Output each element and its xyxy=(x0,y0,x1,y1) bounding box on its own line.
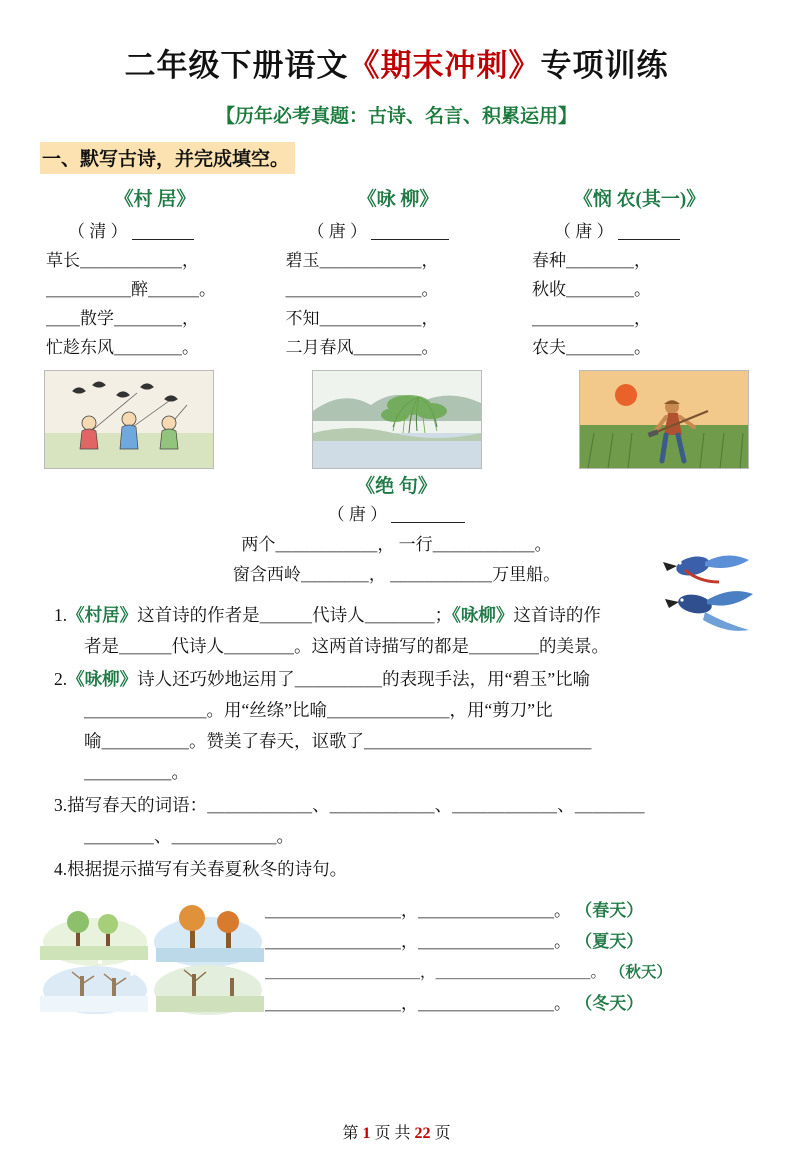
poem-line: ＿＿＿＿＿＿， xyxy=(532,309,651,328)
poem-line: 两个＿＿＿＿＿＿， 一行＿＿＿＿＿＿。 xyxy=(241,535,552,554)
q1-text-b: 这首诗的作者是＿＿＿代诗人＿＿＿＿； xyxy=(137,605,453,625)
poem-line: ＿＿散学＿＿＿＿， xyxy=(46,309,199,328)
season-answer-lines xyxy=(265,889,753,1019)
q3-text-a: 描写春天的词语：＿＿＿＿＿＿、＿＿＿＿＿＿、＿＿＿＿＿＿、＿＿＿＿ xyxy=(67,795,645,815)
q2-line4: ＿＿＿＿＿。 xyxy=(84,762,189,782)
poem-title-jueju: 《绝 句》 xyxy=(356,476,437,497)
poem-line: 二月春风＿＿＿＿。 xyxy=(285,338,439,357)
four-seasons-illustration xyxy=(40,889,265,1019)
poem-line: 草长＿＿＿＿＿＿， xyxy=(46,251,199,270)
poem-columns xyxy=(40,184,753,362)
seasons-block xyxy=(40,889,753,1019)
season-blank[interactable]: ＿＿＿＿＿＿＿＿，＿＿＿＿＿＿＿＿。 xyxy=(265,901,571,920)
q4-text-a: 根据提示描写有关春夏秋冬的诗句。 xyxy=(67,859,348,879)
poem-line: 春种＿＿＿＿， xyxy=(532,251,651,270)
poem-title-cunju: 《村 居》 xyxy=(114,189,196,210)
footer-b: 页 共 xyxy=(374,1125,411,1142)
q2-poem-a: 《咏柳》 xyxy=(67,669,138,689)
illustration-willow-lake xyxy=(312,370,482,469)
poem-line: 窗含西岭＿＿＿＿， ＿＿＿＿＿＿万里船。 xyxy=(232,565,561,584)
footer-a: 第 xyxy=(342,1125,359,1142)
footer-c: 页 xyxy=(434,1125,451,1142)
q2-line2: ＿＿＿＿＿＿＿。用“丝绦”比喻＿＿＿＿＿＿＿，用“剪刀”比 xyxy=(84,700,553,720)
dynasty-text: （ 唐 ） xyxy=(554,222,614,241)
illustration-farmer-hoeing xyxy=(579,370,749,469)
q1-poem-c: 《咏柳》 xyxy=(452,605,514,625)
q1-poem-a: 《村居》 xyxy=(67,605,138,625)
poem-line: 忙趁东风＿＿＿＿。 xyxy=(46,338,199,357)
title-part-1: 二年级下册语文 xyxy=(124,48,349,83)
section-heading-1: 一、默写古诗，并完成填空。 xyxy=(40,142,295,174)
poem-title-minnong: 《悯 农(其一)》 xyxy=(573,189,706,210)
q1-number: 1. xyxy=(54,605,68,625)
season-tag-summer: （夏天） xyxy=(575,932,644,951)
illustration-kite-flying xyxy=(44,370,214,469)
season-blank[interactable]: ＿＿＿＿＿＿＿＿，＿＿＿＿＿＿＿＿。 xyxy=(265,932,571,951)
poem-dynasty-yongliu xyxy=(286,217,511,246)
q1-text-d: 这首诗的作 xyxy=(513,605,601,625)
season-line-row xyxy=(265,988,753,1019)
poem-title-yongliu: 《咏 柳》 xyxy=(357,189,439,210)
season-blank[interactable]: ＿＿＿＿＿＿＿＿，＿＿＿＿＿＿＿＿。 xyxy=(265,994,571,1013)
season-line-row xyxy=(265,957,753,988)
season-tag-autumn: （秋天） xyxy=(609,964,672,981)
season-line-row xyxy=(265,926,753,957)
poem-illustrations xyxy=(40,370,753,469)
poem-yongliu xyxy=(286,184,511,362)
footer-page-number: 1 xyxy=(362,1125,371,1142)
poem-dynasty-cunju xyxy=(46,217,264,246)
poem-cunju xyxy=(46,184,264,362)
blank[interactable] xyxy=(618,221,680,240)
season-blank[interactable]: ＿＿＿＿＿＿＿＿＿＿，＿＿＿＿＿＿＿＿＿＿。 xyxy=(265,964,607,981)
page-title xyxy=(40,40,753,85)
poem-minnong xyxy=(532,184,747,362)
blank[interactable] xyxy=(391,504,465,523)
poem-dynasty-jueju xyxy=(40,500,753,530)
q2-number: 2. xyxy=(54,669,68,689)
season-line-row xyxy=(265,895,753,926)
poem-line: ＿＿＿＿＿醉＿＿＿。 xyxy=(46,280,216,299)
magpie-birds-icon xyxy=(635,540,755,650)
dynasty-text: （ 唐 ） xyxy=(327,505,388,524)
blank[interactable] xyxy=(371,221,449,240)
page-subtitle: 【历年必考真题：古诗、名言、积累运用】 xyxy=(215,106,577,127)
question-4 xyxy=(40,854,753,885)
title-part-3: 专项训练 xyxy=(540,48,669,83)
season-tag-spring: （春天） xyxy=(575,901,644,920)
blank[interactable] xyxy=(132,221,194,240)
poem-dynasty-minnong xyxy=(532,217,747,246)
poem-line: 碧玉＿＿＿＿＿＿， xyxy=(285,251,439,270)
question-2 xyxy=(40,664,753,788)
poem-line: 秋收＿＿＿＿。 xyxy=(532,280,651,299)
poem-line: 农夫＿＿＿＿。 xyxy=(532,338,651,357)
page-footer xyxy=(0,1120,793,1143)
dynasty-text: （ 唐 ） xyxy=(307,222,367,241)
title-part-2: 《期末冲刺》 xyxy=(348,48,541,83)
q2-line3: 喻＿＿＿＿＿。赞美了春天，讴歌了＿＿＿＿＿＿＿＿＿＿＿＿＿ xyxy=(84,731,592,751)
dynasty-text: （ 清 ） xyxy=(68,222,128,241)
footer-total-pages: 22 xyxy=(414,1125,431,1142)
question-3 xyxy=(40,790,753,852)
q3-number: 3. xyxy=(54,795,68,815)
poem-line: 不知＿＿＿＿＿＿， xyxy=(285,309,439,328)
worksheet-page xyxy=(0,40,793,1161)
q1-line2: 者是＿＿＿代诗人＿＿＿＿。这两首诗描写的都是＿＿＿＿的美景。 xyxy=(84,636,609,656)
q4-number: 4. xyxy=(54,859,68,879)
poem-line: ＿＿＿＿＿＿＿＿。 xyxy=(285,280,439,299)
q3-line2: ＿＿＿＿、＿＿＿＿＿＿。 xyxy=(84,826,294,846)
q2-text-b: 诗人还巧妙地运用了＿＿＿＿＿的表现手法，用“碧玉”比喻 xyxy=(137,669,591,689)
season-tag-winter: （冬天） xyxy=(575,994,644,1013)
